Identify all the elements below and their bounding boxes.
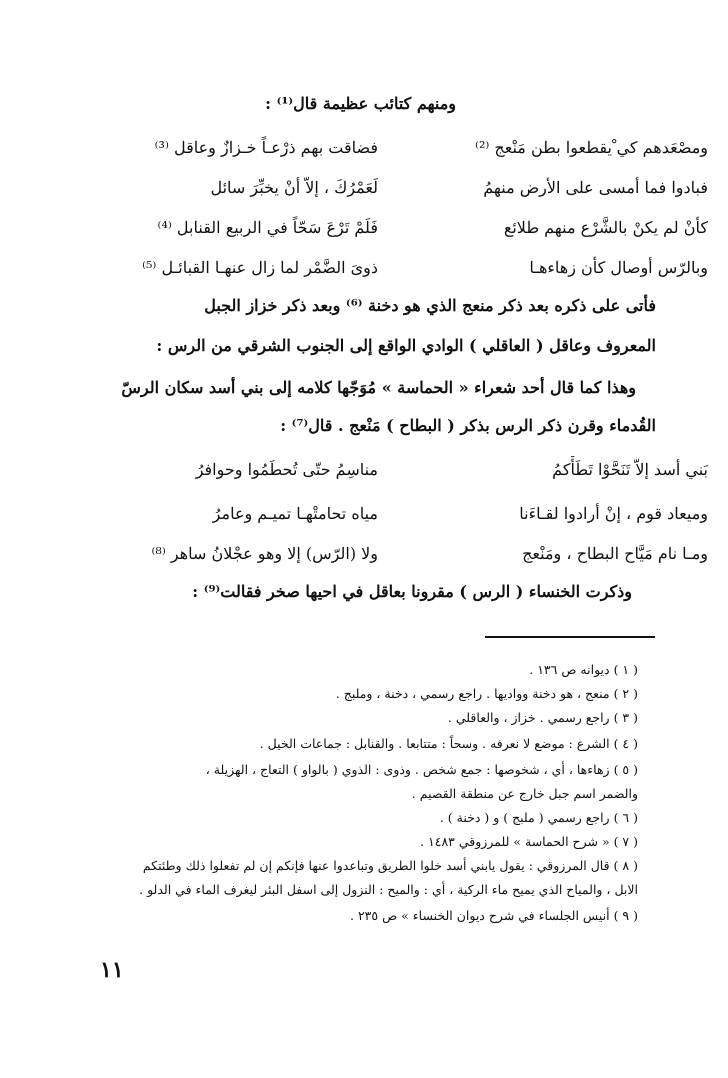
footnote: ( ٤ ) الشرع : موضع لا نعرفه . وسحاً : متتابعا . والقنابل : جماعات الخيل . — [259, 736, 638, 751]
intro-line: ومنهم كتائب عظيمة قال⁽¹⁾ : — [265, 94, 456, 113]
poem-verse — [78, 540, 708, 568]
paragraph-line: وذكرت الخنساء ( الرس ) مقرونا بعاقل في احيها صخر فقالت⁽⁹⁾ : — [192, 582, 632, 601]
verse-hemistich-first: ومـا نام مَيَّاح البطاح ، ومَنْعج — [522, 544, 708, 563]
footnote: والضمر اسم جبل خارج عن منطقة القصيم . — [411, 786, 638, 801]
poem-verse — [78, 456, 708, 484]
verse-hemistich-second: ولا (الرّس) إلا وهو عجْلانُ ساهر ⁽⁸⁾ — [151, 544, 378, 563]
verse-hemistich-second: فضاقت بهم ذرْعـاً خـزازٌ وعاقل ⁽³⁾ — [154, 138, 378, 157]
poem-verse — [78, 174, 708, 202]
poem-verse — [78, 500, 708, 528]
footnote: الابل ، والمياح الذي يميح ماء الركية ، أي : والميح : النزول إلى اسفل البئر ليغرف الماء في الدلو . — [139, 882, 638, 897]
poem-verse — [78, 214, 708, 242]
footnote: ( ٧ ) « شرح الحماسة » للمرزوقي ١٤٨٣ . — [420, 834, 638, 849]
footnote: ( ٦ ) راجع رسمي ( ملبج ) و ( دخنة ) . — [439, 810, 638, 825]
verse-hemistich-first: وميعاد قوم ، إنْ أرادوا لقـاءَنا — [519, 504, 708, 523]
verse-hemistich-second: لَعَمْرُكَ ، إلاّ أنْ يخبِّرَ سائل — [210, 178, 378, 197]
paragraph-line: القُدماء وقرن ذكر الرس بذكر ( البطاح ) مَنْعج . قال⁽⁷⁾ : — [280, 416, 656, 435]
footnote: ( ٨ ) قال المرزوقي : يقول يابني أسد خلوا الطريق وتباعدوا عنها فإنكم إن لم تفعلوا ذلك وطئتكم — [142, 858, 638, 873]
footnote-divider — [485, 636, 655, 638]
verse-hemistich-first: فبادوا فما أمسى على الأرض منهمُ — [483, 178, 708, 197]
footnote: ( ٢ ) منعج ، هو دخنة وواديها . راجع رسمي ، دخنة ، وملبج . — [335, 686, 638, 701]
footnote: ( ١ ) ديوانه ص ١٣٦ . — [529, 662, 638, 677]
paragraph-line: وهذا كما قال أحد شعراء « الحماسة » مُوَجّها كلامه إلى بني أسد سكان الرسّ — [121, 378, 636, 397]
footnote: ( ٣ ) راجع رسمي . خزاز ، والعاقلي . — [447, 710, 638, 725]
poem-verse — [78, 134, 708, 162]
verse-hemistich-first: بَني أسد إلاّ تَنَحَّوْا تَطَأْكمُ — [552, 460, 708, 479]
footnote: ( ٩ ) أنيس الجلساء في شرح ديوان الخنساء » ص ٢٣٥ . — [350, 908, 638, 923]
verse-hemistich-second: مياه تحامتْهـا تميـم وعامرُ — [212, 504, 378, 523]
paragraph-line: فأتى على ذكره بعد ذكر منعج الذي هو دخنة ⁽⁶⁾ وبعد ذكر خزاز الجبل — [204, 296, 656, 315]
poem-verse — [78, 254, 708, 282]
verse-hemistich-second: فَلَمْ تَرْعَ سَحّاً في الربيع القنابل ⁽⁴⁾ — [157, 218, 378, 237]
paragraph-line: المعروف وعاقل ( العاقلي ) الوادي الواقع إلى الجنوب الشرقي من الرس : — [156, 336, 656, 355]
verse-hemistich-second: ذوىَ الضَّمْر لما زال عنهـا القبائـل ⁽⁵⁾ — [142, 258, 378, 277]
footnote: ( ٥ ) زهاءها ، أي ، شخوصها : جمع شخص . وذوى : الذوي ( بالواو ) التعاج ، الهزيلة ، — [205, 762, 638, 777]
verse-hemistich-first: ومصْعَدهم كي ْيقطعوا بطن مَنْعج ⁽²⁾ — [475, 138, 708, 157]
verse-hemistich-first: كأنْ لم يكنْ بالشَّرْع منهم طلائع — [503, 218, 708, 237]
verse-hemistich-first: وبالرّس أوصال كأن زهاءهـا — [529, 258, 708, 277]
verse-hemistich-second: مناسِمُ حتّى تُحطَمُوا وحوافرُ — [195, 460, 378, 479]
page-number: ١١ — [100, 957, 124, 983]
